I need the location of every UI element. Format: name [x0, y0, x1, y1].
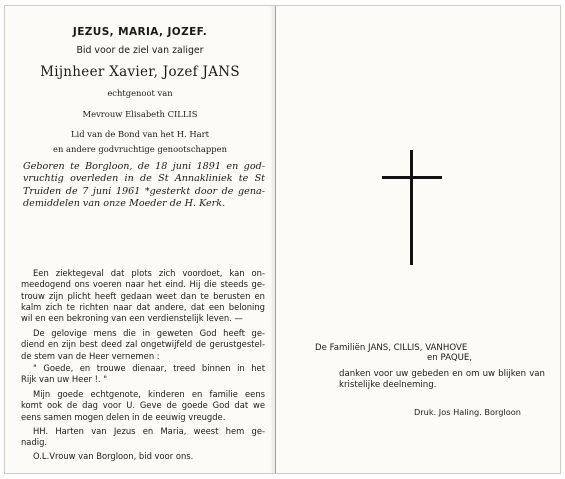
text-line: " Goede, en trouwe dienaar, treed binnen in het	[33, 363, 265, 373]
left-page	[5, 6, 276, 473]
family-paragraph	[21, 389, 265, 423]
text-line: wil en een bekroning van een verdienstelijk leven. —	[21, 313, 243, 324]
thanks-text	[339, 369, 545, 390]
text-line: Mijn goede echtgenote, kinderen en familie eens	[33, 389, 265, 399]
families-line-2: en PAQUE,	[427, 353, 473, 363]
sacred-hearts-invocation	[21, 426, 265, 449]
our-lady-invocation	[21, 451, 265, 462]
right-page	[277, 6, 560, 473]
text-line: Rijk van uw Heer !. "	[21, 374, 108, 385]
invocation-heading: JEZUS, MARIA, JOZEF.	[72, 26, 208, 38]
cross-icon	[382, 176, 442, 179]
text-line: danken voor uw gebeden en om uw blijken van	[339, 369, 545, 379]
families-line: De Familiën JANS, CILLIS, VANHOVE	[315, 343, 468, 353]
printer-credit: Druk. Jos Haling. Borgloon	[414, 407, 521, 417]
cross-icon	[410, 150, 413, 265]
text-line: trouw zijn plicht heeft gedaan weet dan te berusten en	[21, 290, 265, 301]
text-line: diend en zijn best deed zal ongetwijfeld de gerustgestel-	[21, 339, 265, 350]
text-line: Geboren te Borgloon, de 18 juni 1891 en god-	[23, 161, 265, 172]
membership-line-1: Lid van de Bond van het H. Hart	[70, 129, 210, 139]
text-line: nadig.	[21, 437, 48, 448]
text-line: kristelijke deelneming.	[339, 379, 437, 390]
prayer-line: Bid voor de ziel van zaliger	[76, 45, 204, 56]
text-line: vruchtig overleden in de St Annakliniek te St	[23, 173, 265, 185]
text-line: eens samen mogen delen in de eeuwig vreugde.	[21, 411, 226, 422]
text-line: meedogend ons voeren naar het eind. Hij die steeds ge-	[21, 279, 265, 290]
text-line: O.L.Vrouw van Borgloon, bid voor ons.	[33, 451, 194, 461]
memorial-card	[4, 5, 561, 474]
text-line: kalm zich te richten naar dat andere, dat een beloning	[21, 301, 265, 312]
faith-paragraph	[21, 328, 265, 362]
text-line: demiddelen van onze Moeder de H. Kerk.	[23, 198, 226, 210]
reflection-paragraph	[21, 268, 265, 324]
spouse-label: echtgenoot van	[107, 88, 173, 98]
quote-paragraph	[21, 363, 265, 386]
card-fold	[270, 6, 276, 473]
text-line: Een ziektegeval dat plots zich voordoet, kan on-	[33, 268, 265, 278]
text-line: komt ook de dag voor U. Geve de goede God dat we	[21, 400, 265, 411]
membership-line-2: en andere godvruchtige genootschappen	[53, 144, 227, 154]
text-line: Truiden de 7 juni 1961 *gesterkt door de gena-	[23, 185, 265, 197]
text-line: HH. Harten van Jezus en Maria, weest hem ge-	[33, 426, 265, 436]
birth-death-text	[23, 161, 265, 211]
text-line: de stem van de Heer vernemen :	[21, 350, 160, 361]
deceased-name: Mijnheer Xavier, Jozef JANS	[40, 64, 240, 80]
text-line: De gelovige mens die in geweten God heeft ge-	[33, 328, 265, 338]
spouse-name: Mevrouw Elisabeth CILLIS	[82, 109, 198, 119]
